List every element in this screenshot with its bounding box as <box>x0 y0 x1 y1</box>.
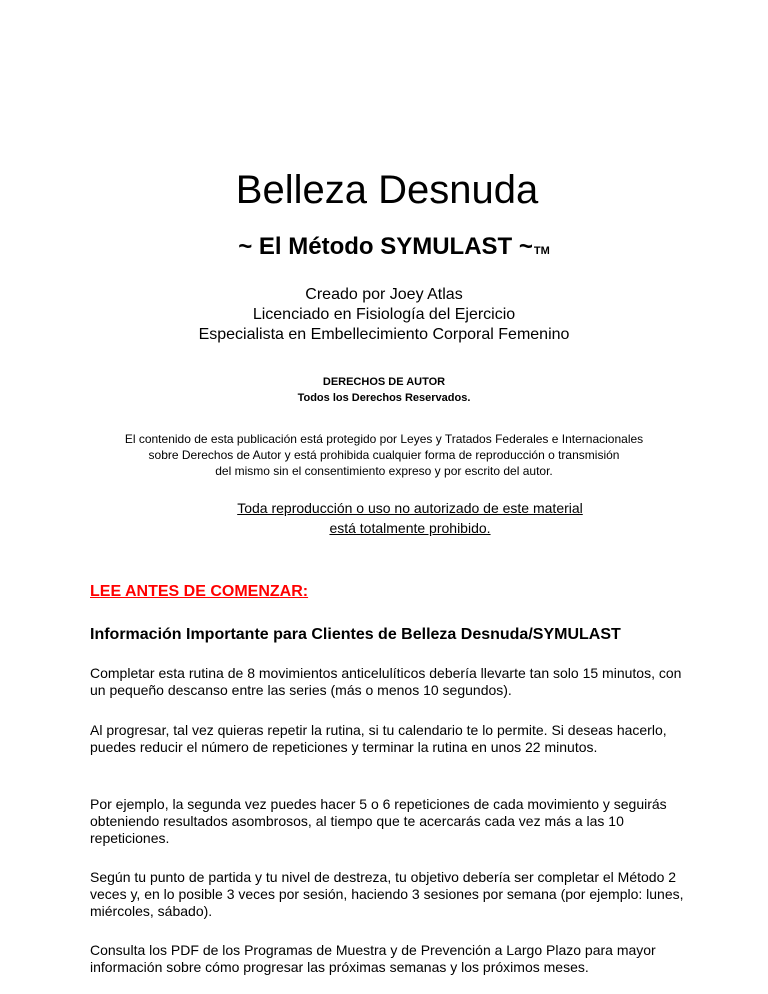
author-credits <box>0 285 768 345</box>
reproduction-warning <box>160 498 660 538</box>
trademark-mark: TM <box>533 245 550 257</box>
credit-line: Especialista en Embellecimiento Corporal Femenino <box>198 326 570 343</box>
copyright-title: DERECHOS DE AUTOR <box>322 376 446 388</box>
document-title: Belleza Desnuda <box>235 168 539 212</box>
credit-line: Creado por Joey Atlas <box>305 286 463 303</box>
paragraph: Al progresar, tal vez quieras repetir la rutina, si tu calendario te lo permite. Si deseas hacerlo, puedes reducir el número de repeticiones y terminar la rutina en unos 22 minutos. <box>90 722 667 755</box>
document-subtitle <box>0 232 768 266</box>
credit-line: Licenciado en Fisiología del Ejercicio <box>252 306 516 323</box>
subtitle-text: ~ El Método SYMULAST ~ <box>238 233 533 260</box>
copyright-heading <box>0 374 768 406</box>
legal-line: El contenido de esta publicación está protegido por Leyes y Tratados Federales e Internacionales <box>124 432 644 446</box>
paragraph: Según tu punto de partida y tu nivel de destreza, tu objetivo debería ser completar el Método 2 veces y, en lo posible 3 veces por sesión, haciendo 3 sesiones por semana (por ejemplo: lunes, miércoles, sábado). <box>90 869 684 919</box>
legal-notice <box>0 431 768 479</box>
paragraph: Completar esta rutina de 8 movimientos anticelulíticos debería llevarte tan solo 15 minutos, con un pequeño descanso entre las series (más o menos 10 segundos). <box>90 665 682 698</box>
legal-line: sobre Derechos de Autor y está prohibida cualquier forma de reproducción o transmisión <box>148 448 620 462</box>
copyright-subtitle: Todos los Derechos Reservados. <box>297 392 471 404</box>
notice-line: Toda reproducción o uso no autorizado de este material <box>237 500 583 516</box>
paragraph: Por ejemplo, la segunda vez puedes hacer 5 o 6 repeticiones de cada movimiento y seguirás obteniendo resultados asombrosos, al tiempo que te acercarás cada vez más a las 10 repeticiones. <box>90 796 667 846</box>
important-info-heading: Información Importante para Clientes de Belleza Desnuda/SYMULAST <box>90 626 621 643</box>
paragraph: Consulta los PDF de los Programas de Muestra y de Prevención a Largo Plazo para mayor información sobre cómo progresar las próximas semanas y los próximos meses. <box>90 942 656 975</box>
notice-line: está totalmente prohibido. <box>329 520 491 536</box>
read-before-heading: LEE ANTES DE COMENZAR: <box>90 583 309 600</box>
legal-line: del mismo sin el consentimiento expreso y por escrito del autor. <box>215 464 553 478</box>
